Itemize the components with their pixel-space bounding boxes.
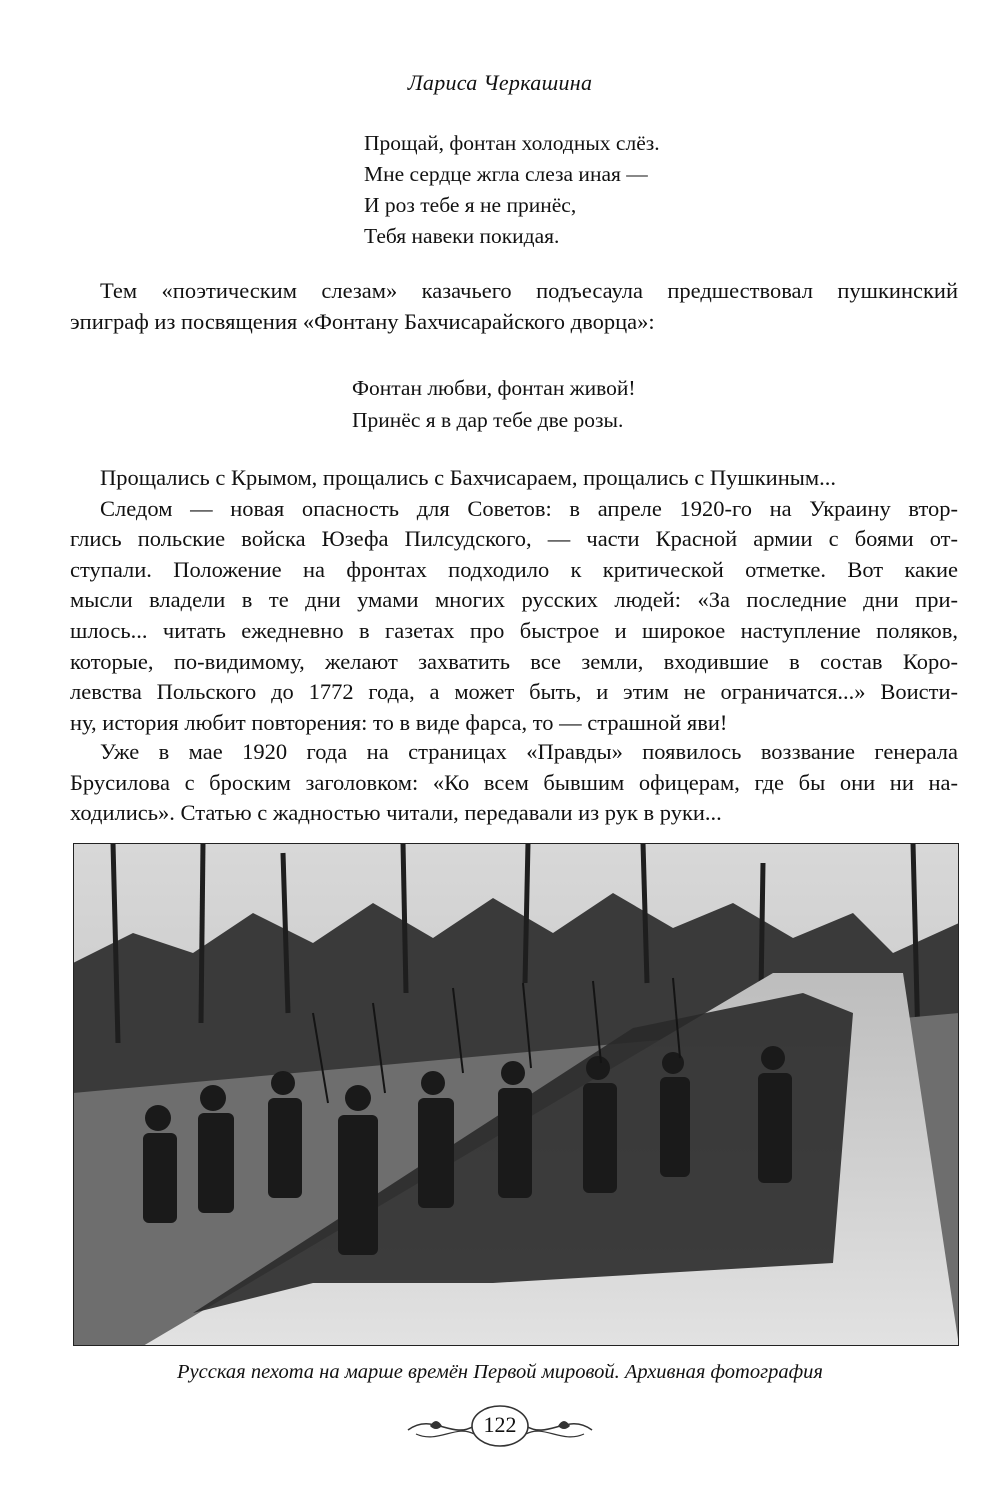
archival-photo — [73, 843, 959, 1346]
text-line: левства Польского до 1772 года, а может быть, и этим не ограничатся...» Воисти- — [70, 679, 958, 705]
text-line: ну, история любит повторения: то в виде фарса, то — страшной яви! — [70, 709, 728, 735]
text-line: ходились». Статью с жадностью читали, передавали из рук в руки... — [70, 800, 722, 826]
verse-stanza-1 — [364, 128, 660, 252]
running-head: Лариса Черкашина — [407, 70, 593, 95]
text-line: Брусилова с броским заголовком: «Ко всем бывшим офицерам, где бы они ни на- — [70, 769, 958, 795]
paragraph-2 — [70, 463, 958, 738]
page-number: 122 — [483, 1412, 517, 1437]
text-line: которые, по-видимому, желают захватить все земли, входившие в состав Коро- — [70, 648, 958, 674]
text-line: мысли владели в те дни умами многих русских людей: «За последние дни при- — [70, 587, 958, 613]
verse-line: Фонтан любви, фонтан живой! — [352, 376, 636, 400]
paragraph-1 — [70, 276, 958, 337]
text-line: Тем «поэтическим слезам» казачьего подъесаула предшествовал пушкинский — [100, 278, 958, 303]
verse-line: И роз тебе я не принёс, — [364, 193, 577, 217]
text-line: Уже в мае 1920 года на страницах «Правды» появилось воззвание генерала — [100, 739, 958, 764]
text-line: Прощались с Крымом, прощались с Бахчисараем, прощались с Пушкиным... — [100, 465, 836, 490]
page-folio — [402, 1402, 598, 1450]
text-line: ступали. Положение на фронтах подходило к критической отметке. Вот какие — [70, 556, 958, 582]
text-line: глись польские войска Юзефа Пилсудского, — части Красной армии с боями от- — [70, 526, 958, 552]
verse-line: Принёс я в дар тебе две розы. — [352, 408, 624, 432]
verse-line: Прощай, фонтан холодных слёз. — [364, 131, 660, 155]
marching-infantry-illustration — [73, 843, 959, 1346]
verse-epigraph — [352, 372, 636, 436]
verse-line: Мне сердце жгла слеза иная — — [364, 162, 648, 186]
text-line: Следом — новая опасность для Советов: в апреле 1920-го на Украину втор- — [100, 495, 958, 521]
verse-line: Тебя навеки покидая. — [364, 224, 560, 248]
text-line: шлось... читать ежедневно в газетах про быстрое и широкое наступление поляков, — [70, 617, 958, 643]
photo-caption: Русская пехота на марше времён Первой мировой. Архивная фотография — [177, 1361, 823, 1383]
text-line: эпиграф из посвящения «Фонтану Бахчисарайского дворца»: — [70, 308, 655, 334]
paragraph-3 — [70, 737, 958, 829]
